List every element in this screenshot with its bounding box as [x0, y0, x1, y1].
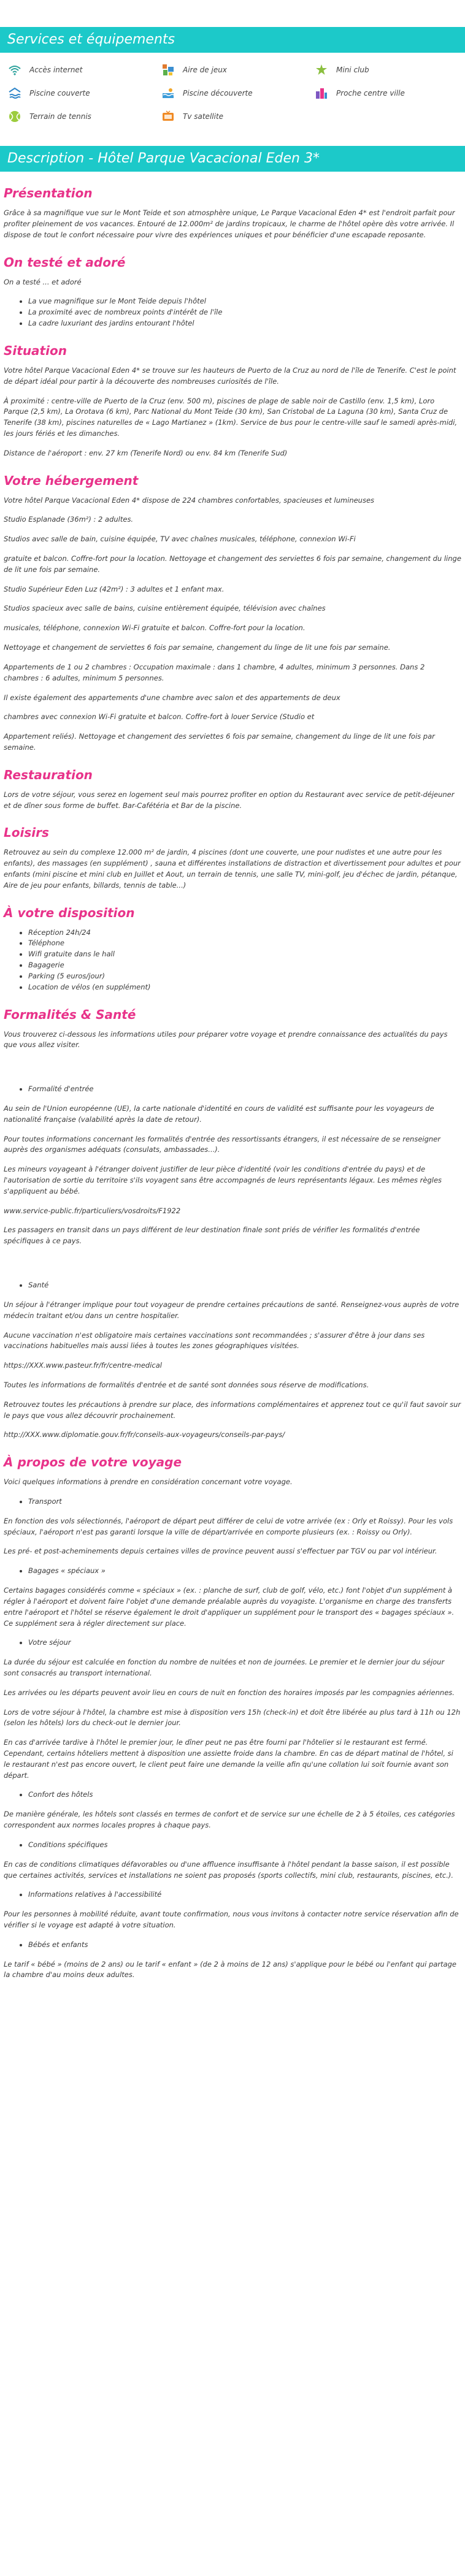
paragraph: Grâce à sa magnifique vue sur le Mont Teide et son atmosphère unique, Le Parque Vacacional Eden 4* est l'endroit parfait pour profiter pleinement de vos vacances. Entouré de 12.000m² de jardins tropicaux, le charme de l'hôtel opère dès votre arrivée. Il dispose de tout le confort nécessaire pour vivre des expériences uniques et pour bénéficier d'une escapade reposante. [4, 208, 455, 239]
service-label: Proche centre ville [336, 88, 405, 97]
paragraph: Lors de votre séjour à l'hôtel, la chambre est mise à disposition vers 15h (check-in) et doit être libérée au plus tard à 11h ou 12h (selon les hôtels) lors du check-out le dernier jour. [4, 1707, 461, 1728]
paragraph: En fonction des vols sélectionnés, l'aéroport de départ peut différer de celui de votre arrivée (ex : Orly et Roissy). Pour les vols spéciaux, l'aéroport n'est pas garanti lorsque la ville de départ/arrivée en comporte plusieurs (ex. : Roissy ou Orly). [4, 1516, 453, 1536]
city-icon [314, 86, 329, 100]
service-label: Piscine découverte [183, 88, 253, 97]
paragraph: Vous trouverez ci-dessous les informations utiles pour préparer votre voyage et prendre connaissance des actualités du pays que vous allez visiter. [4, 1029, 448, 1050]
section-title-disposition: À votre disposition [4, 905, 135, 920]
paragraph: Aucune vaccination n'est obligatoire mais certaines vaccinations sont recommandées ; s'assurer d'être à jour dans ses vaccinations habituelles mais aussi liées à toutes les zones géographiques visitées. [4, 1330, 425, 1351]
list-item: • Santé [28, 1280, 461, 1291]
apropos-bullet [4, 1637, 461, 1648]
paragraph: Appartement reliés). Nettoyage et changement des serviettes 6 fois par semaine, changement du linge de lit une fois par semaine. [4, 732, 435, 752]
paragraph: www.service-public.fr/particuliers/vosdroits/F1922 [4, 1206, 181, 1215]
services-grid [0, 53, 465, 131]
paragraph: musicales, téléphone, connexion Wi-Fi gratuite et balcon. Coffre-fort pour la location. [4, 623, 306, 633]
paragraph: Studio Supérieur Eden Luz (42m²) : 3 adultes et 1 enfant max. [4, 584, 225, 593]
service-item [314, 61, 465, 78]
mini-club-icon [314, 63, 329, 77]
formalites-bullet [4, 1084, 461, 1095]
section-title-presentation: Présentation [4, 186, 93, 201]
paragraph: La durée du séjour est calculée en fonction du nombre de nuitées et non de journées. Le premier et le dernier jour du séjour sont consacrés au transport international. [4, 1658, 445, 1677]
indoor-pool-icon [7, 86, 22, 100]
paragraph: Retrouvez au sein du complexe 12.000 m² de jardin, 4 piscines (dont une couverte, une pour nudistes et une autre pour les enfants), des massages (en supplément) , sauna et différentes installations de distraction et divertissement pour adultes et pour enfants (mini piscine et mini club en Juillet et Aout, un terrain de tennis, une salle TV, mini-golf, jeu d'échec de jardin, pétanque, Aire de jeu pour enfants, billards, tennis de table...) [4, 848, 461, 890]
service-item [161, 108, 314, 125]
apropos-bullet [4, 1940, 461, 1951]
list-item: • Location de vélos (en supplément) [28, 982, 461, 993]
apropos-bullet [4, 1889, 461, 1900]
service-label: Tv satellite [183, 112, 224, 121]
disposition-list [4, 928, 461, 993]
section-title-hebergement: Votre hébergement [4, 473, 139, 488]
paragraph: Retrouvez toutes les précautions à prendre sur place, des informations complémentaires et apprenez tout ce qu'il faut savoir sur le pays que vous allez découvrir prochainement. [4, 1400, 461, 1420]
service-label: Piscine couverte [29, 88, 90, 97]
service-label: Accès internet [29, 65, 83, 74]
service-label: Aire de jeux [183, 65, 227, 74]
paragraph: Studios spacieux avec salle de bains, cuisine entièrement équipée, télévision avec chaînes [4, 604, 326, 613]
paragraph: Votre hôtel Parque Vacacional Eden 4* dispose de 224 chambres confortables, spacieuses et lumineuses [4, 495, 375, 505]
paragraph: Studios avec salle de bain, cuisine équipée, TV avec chaînes musicales, téléphone, connexion Wi-Fi [4, 535, 356, 544]
list-item: • Transport [28, 1496, 461, 1507]
paragraph: Appartements de 1 ou 2 chambres : Occupation maximale : dans 1 chambre, 4 adultes, minimum 3 personnes. Dans 2 chambres : 6 adultes, minimum 5 personnes. [4, 662, 425, 682]
list-item: • Informations relatives à l'accessibilité [28, 1889, 461, 1900]
paragraph: https://XXX.www.pasteur.fr/fr/centre-medical [4, 1361, 162, 1370]
section-title-apropos: À propos de votre voyage [4, 1455, 182, 1470]
paragraph: Les arrivées ou les départs peuvent avoir lieu en cours de nuit en fonction des horaires imposés par les compagnies aériennes. [4, 1688, 455, 1697]
paragraph: gratuite et balcon. Coffre-fort pour la location. Nettoyage et changement des serviettes 6 fois par semaine, changement du linge de lit une fois par semaine. [4, 554, 461, 574]
paragraph: http://XXX.www.diplomatie.gouv.fr/fr/conseils-aux-voyageurs/conseils-par-pays/ [4, 1430, 285, 1439]
paragraph: Nettoyage et changement de serviettes 6 fois par semaine, changement du linge de lit une fois par semaine. [4, 643, 391, 652]
section-title-teste: On testé et adoré [4, 254, 126, 270]
list-item: • Bagagerie [28, 960, 461, 971]
list-item: • Votre séjour [28, 1637, 461, 1648]
paragraph: Certains bagages considérés comme « spéciaux » (ex. : planche de surf, club de golf, vélo, etc.) font l'objet d'un supplément à régler à l'aéroport et doivent faire l'objet d'une demande préalable auprès du voyagiste. L'organisme en charge des transferts entre l'aéroport et l'hôtel se réserve également le droit d'appliquer un supplément pour le transport des « bagages spéciaux ». Ce supplément sera à régler directement sur place. [4, 1586, 455, 1628]
list-item: • Téléphone [28, 938, 461, 949]
list-item: • Parking (5 euros/jour) [28, 971, 461, 982]
apropos-bullet [4, 1496, 461, 1507]
paragraph: Il existe également des appartements d'une chambre avec salon et des appartements de deux [4, 693, 340, 702]
section-title-situation: Situation [4, 343, 67, 358]
apropos-bullet [4, 1789, 461, 1801]
paragraph: En cas de conditions climatiques défavorables ou d'une affluence insuffisante à l'hôtel pendant la basse saison, il est possible que certaines activités, services et installations ne soient pas proposés (sports collectifs, mini club, restaurants, piscines, etc.). [4, 1859, 454, 1880]
paragraph: Pour les personnes à mobilité réduite, avant toute confirmation, nous vous invitons à contacter notre service réservation afin de vérifier si le voyage est adapté à votre situation. [4, 1910, 459, 1929]
playground-icon [161, 63, 175, 77]
service-item [7, 85, 161, 102]
paragraph: Le tarif « bébé » (moins de 2 ans) ou le tarif « enfant » (de 2 à moins de 12 ans) s'applique pour le bébé ou l'enfant qui partage la chambre d'au moins deux adultes. [4, 1959, 456, 1980]
list-item: • Confort des hôtels [28, 1789, 461, 1801]
list-item: • Bagages « spéciaux » [28, 1566, 461, 1577]
list-item: • Réception 24h/24 [28, 928, 461, 939]
paragraph: Distance de l'aéroport : env. 27 km (Tenerife Nord) ou env. 84 km (Tenerife Sud) [4, 448, 288, 457]
list-item: • La cadre luxuriant des jardins entourant l'hôtel [28, 318, 461, 329]
list-item: • Formalité d'entrée [28, 1084, 461, 1095]
section-title-restauration: Restauration [4, 767, 93, 782]
service-item [7, 108, 161, 125]
section-title-formalites: Formalités & Santé [4, 1007, 136, 1022]
outdoor-pool-icon [161, 86, 175, 100]
service-label: Terrain de tennis [29, 112, 91, 121]
service-item [314, 85, 465, 102]
teste-list [4, 296, 461, 329]
paragraph: En cas d'arrivée tardive à l'hôtel le premier jour, le dîner peut ne pas être fourni par l'hôtelier si le restaurant est fermé. Cependant, certains hôteliers mettent à disposition une assiette froide dans la chambre. En cas de départ matinal de l'hôtel, si le restaurant n'est pas encore ouvert, le client peut faire une demande la veille afin qu'une collation lui soit fournie avant son départ. [4, 1738, 453, 1780]
paragraph: Lors de votre séjour, vous serez en logement seul mais pourrez profiter en option du Restaurant avec service de petit-déjeuner et de dîner sous forme de buffet. Bar-Cafétéria et Bar de la piscine. [4, 790, 455, 810]
sante-bullet [4, 1280, 461, 1291]
paragraph: Les passagers en transit dans un pays différent de leur destination finale sont priés de vérifier les formalités d'entrée spécifiques à ce pays. [4, 1225, 420, 1246]
tv-icon [161, 110, 175, 123]
paragraph: Toutes les informations de formalités d'entrée et de santé sont données sous réserve de modifications. [4, 1380, 369, 1389]
apropos-bullet [4, 1566, 461, 1577]
list-item: • Wifi gratuite dans le hall [28, 949, 461, 960]
paragraph: De manière générale, les hôtels sont classés en termes de confort et de service sur une échelle de 2 à 5 étoiles, ces catégories correspondent aux normes locales propres à chaque pays. [4, 1810, 455, 1830]
paragraph: À proximité : centre-ville de Puerto de la Cruz (env. 500 m), piscines de plage de sable noir de Castillo (env. 1,5 km), Loro Parque (2,5 km), La Orotava (6 km), Parc National du Mont Teide (30 km), San Cristobal de La Laguna (30 km), Santa Cruz de Tenerife (38 km), piscines naturelles de « Lago Martianez » (1km). Service de bus pour le centre-ville sauf le samedi après-midi, les jours fériés et les dimanches. [4, 396, 458, 438]
paragraph: Studio Esplanade (36m²) : 2 adultes. [4, 515, 134, 524]
paragraph: Votre hôtel Parque Vacacional Eden 4* se trouve sur les hauteurs de Puerto de la Cruz au nord de l'île de Tenerife. C'est le point de départ idéal pour partir à la découverte des nombreuses curiosités de l'île. [4, 365, 456, 386]
list-item: • La vue magnifique sur le Mont Teide depuis l'hôtel [28, 296, 461, 307]
service-label: Mini club [336, 65, 369, 74]
tennis-icon [7, 110, 22, 123]
paragraph: Voici quelques informations à prendre en considération concernant votre voyage. [4, 1477, 293, 1487]
section-title-loisirs: Loisirs [4, 825, 49, 840]
paragraph: Un séjour à l'étranger implique pour tout voyageur de prendre certaines précautions de santé. Renseignez-vous auprès de votre médecin traitant et/ou dans un centre hospitalier. [4, 1300, 459, 1320]
service-item [7, 61, 161, 78]
paragraph: Les pré- et post-acheminements depuis certaines villes de province peuvent aussi s'effectuer par TGV ou par vol intérieur. [4, 1547, 437, 1556]
paragraph: Les mineurs voyageant à l'étranger doivent justifier de leur pièce d'identité (voir les conditions d'entrée du pays) et de l'autorisation de sortie du territoire s'ils voyagent sans être accompagnés de leurs représentants légaux. Les mêmes règles s'appliquent au bébé. [4, 1165, 442, 1195]
services-banner: Services et équipements [0, 27, 465, 53]
paragraph: chambres avec connexion Wi-Fi gratuite et balcon. Coffre-fort à louer Service (Studio et [4, 712, 315, 722]
description-banner: Description - Hôtel Parque Vacacional Eden 3* [0, 146, 465, 172]
service-item [161, 61, 314, 78]
list-item: • Conditions spécifiques [28, 1840, 461, 1851]
description-content [0, 184, 465, 1981]
wifi-icon [7, 63, 22, 77]
paragraph: On a testé ... et adoré [4, 277, 82, 286]
list-item: • La proximité avec de nombreux points d'intérêt de l'île [28, 307, 461, 318]
paragraph: Pour toutes informations concernant les formalités d'entrée des ressortissants étrangers, il est nécessaire de se renseigner auprès des organismes adéquats (consulats, ambassades...). [4, 1134, 440, 1154]
list-item: • Bébés et enfants [28, 1940, 461, 1951]
service-item [161, 85, 314, 102]
paragraph: Au sein de l'Union européenne (UE), la carte nationale d'identité en cours de validité est suffisante pour les voyageurs de nationalité française (valabilité après la date de retour). [4, 1103, 434, 1124]
apropos-bullet [4, 1840, 461, 1851]
